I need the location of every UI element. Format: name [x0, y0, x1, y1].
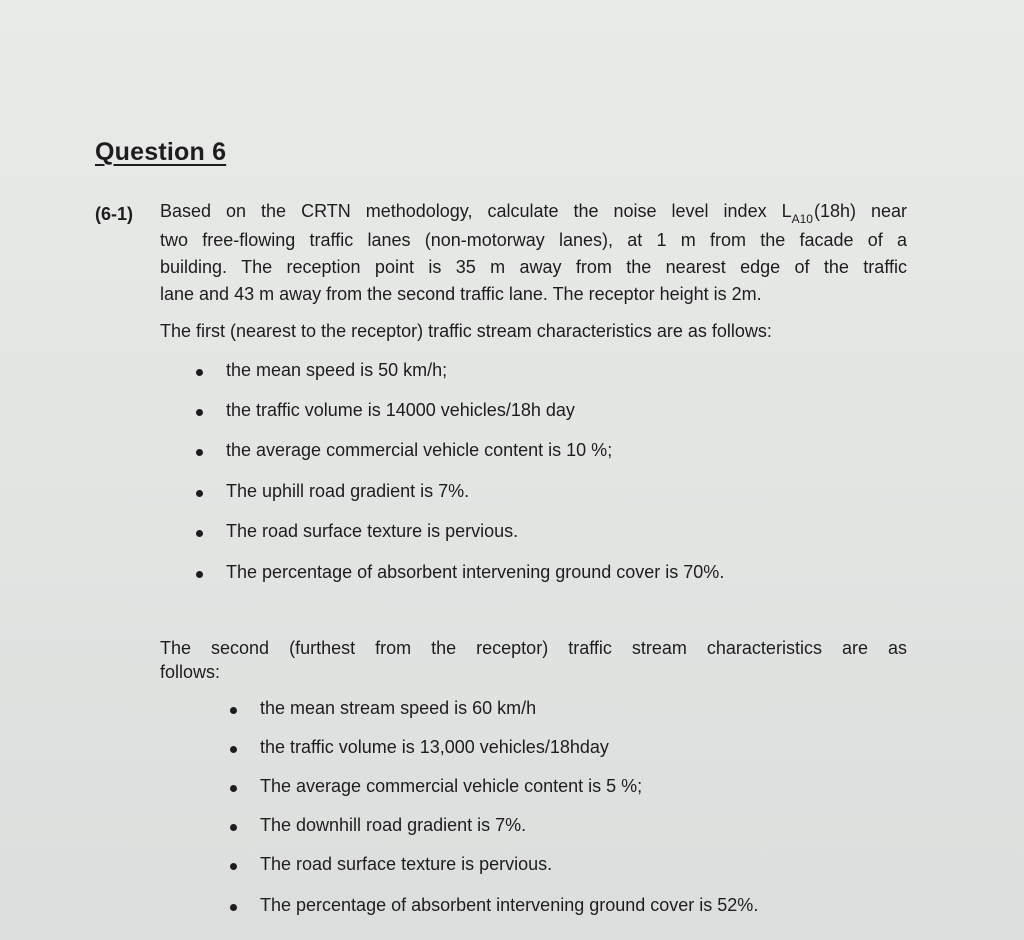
- index-subscript: A10: [791, 212, 813, 226]
- second-stream-intro-line-1: The second (furthest from the receptor) traffic stream characteristics are as: [160, 638, 907, 658]
- bullet-icon: [230, 904, 237, 911]
- bullet-icon: [230, 746, 237, 753]
- intro-line-3: building. The reception point is 35 m away from the nearest edge of the traffic: [160, 257, 907, 277]
- first-stream-intro: [160, 318, 907, 345]
- first-stream-intro-text: The first (nearest to the receptor) traffic stream characteristics are as follows:: [160, 321, 772, 341]
- document-page: Question 6 (6-1) Based on the CRTN methodology, calculate the noise level index $L_{A10}(18h)$ near two free-flowing traffic lanes (non-motorway lanes), at 1 m from the facade of a building. The reception point is 35 m away from the nearest edge of the traffic lane and 43 m away from the second traffic lane. The receptor height is 2m. The first (nearest to the receptor) traffic stream characteristics are as follows: the mean speed is 50 km/h; the traffic volume is 14000 vehicles/18h day the average commercial vehicle content is 10 %; The uphill road gradient is 7%. The road surface texture is pervious. The percentage of absorbent intervening ground cover is 70%. The second (furthest from the receptor) traffic stream characteristics are as follows: the mean stream speed is 60 km/h the traffic volume is 13,000 vehicles/18hday The average commercial vehicle content is 5 %; The downhill road gradient is 7%. The road surface texture is pervious. The percentage of absorbent intervening ground cover is 52%.: [95, 138, 907, 915]
- second-stream-intro: [160, 636, 907, 684]
- intro-text-after-index: (18h) near: [813, 201, 907, 221]
- bullet-icon: [230, 707, 237, 714]
- bullet-icon: [196, 369, 203, 376]
- intro-line-2: two free-flowing traffic lanes (non-motorway lanes), at 1 m from the facade of a: [160, 230, 907, 250]
- bullet-icon: [230, 785, 237, 792]
- bullet-icon: [196, 571, 203, 578]
- question-heading: Question 6: [95, 138, 227, 166]
- bullet-icon: [196, 530, 203, 537]
- bullet-icon: [230, 863, 237, 870]
- second-stream-intro-line-2: follows:: [160, 662, 221, 682]
- bullet-icon: [196, 409, 203, 416]
- question-intro: [160, 198, 907, 308]
- bullet-icon: [196, 449, 203, 456]
- intro-text-before-index: Based on the CRTN methodology, calculate the noise level index L: [160, 201, 792, 221]
- question-label: (6-1): [95, 204, 134, 224]
- intro-line-1: [160, 198, 907, 227]
- bullet-icon: [230, 824, 237, 831]
- intro-line-4: lane and 43 m away from the second traffic lane. The receptor height is 2m.: [160, 284, 762, 304]
- bullet-icon: [196, 490, 203, 497]
